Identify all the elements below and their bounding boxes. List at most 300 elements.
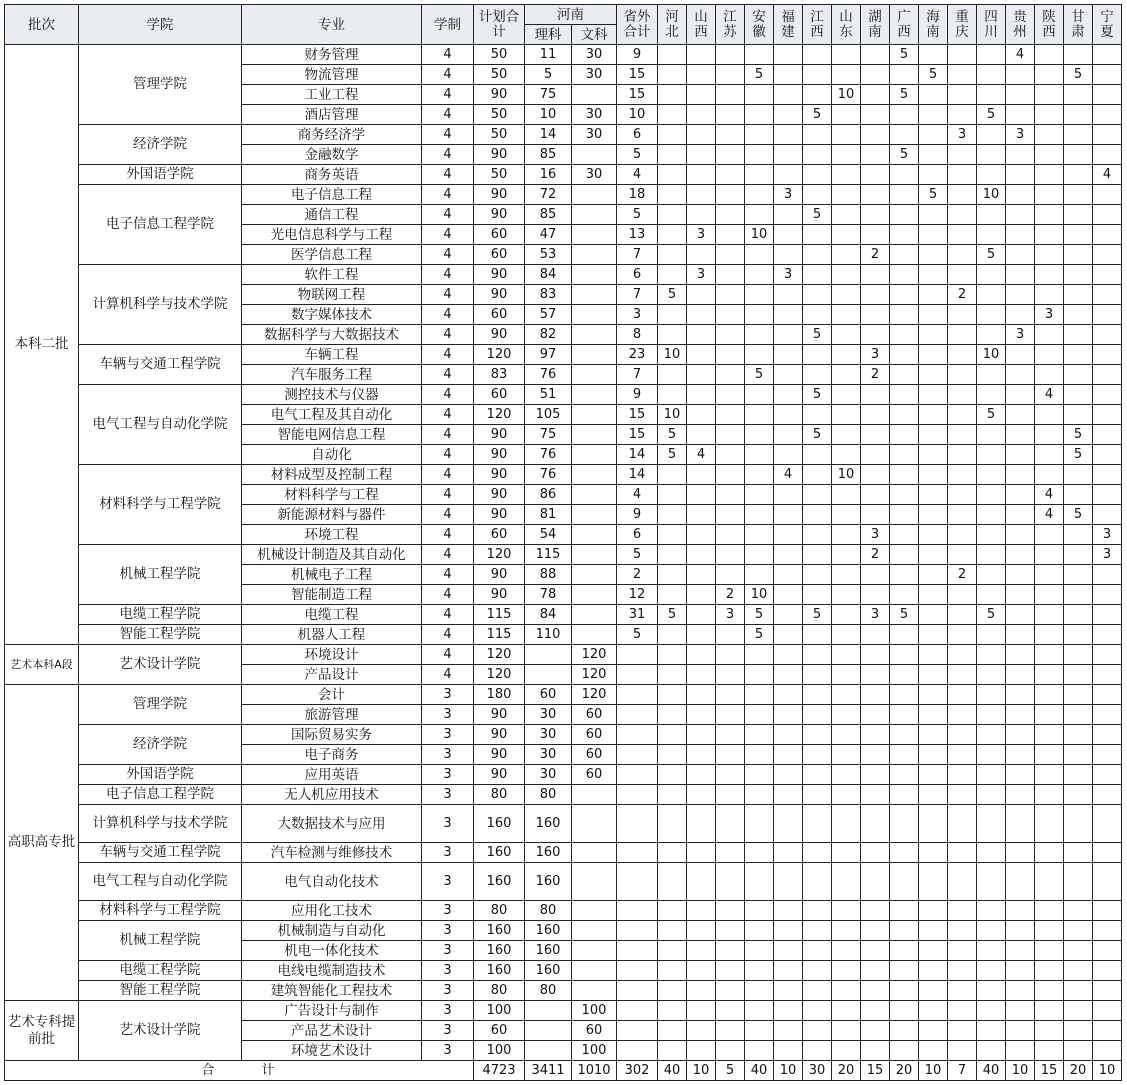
province-cell <box>687 605 716 625</box>
province-cell <box>1093 765 1122 785</box>
province-cell <box>1035 725 1064 745</box>
table-row <box>5 265 1122 285</box>
province-cell <box>1035 585 1064 605</box>
province-cell <box>1035 365 1064 385</box>
outside-total-cell <box>617 785 658 805</box>
province-cell <box>1035 921 1064 941</box>
table-row <box>5 685 1122 705</box>
table-row <box>5 921 1122 941</box>
province-cell <box>832 445 861 465</box>
province-cell <box>832 605 861 625</box>
province-cell <box>1093 45 1122 65</box>
province-cell <box>948 765 977 785</box>
province-cell <box>687 125 716 145</box>
province-cell <box>687 685 716 705</box>
province-cell: 5 <box>1064 445 1093 465</box>
province-cell: 3 <box>1035 305 1064 325</box>
province-cell <box>658 725 687 745</box>
province-cell <box>1064 125 1093 145</box>
major-cell: 环境设计 <box>242 645 422 665</box>
province-cell <box>977 725 1006 745</box>
province-cell <box>1093 625 1122 645</box>
college-cell: 车辆与交通工程学院 <box>79 345 242 385</box>
province-cell <box>861 485 890 505</box>
major-cell: 机电一体化技术 <box>242 941 422 961</box>
henan-arts-cell: 30 <box>572 125 617 145</box>
total-province-cell: 10 <box>919 1061 948 1081</box>
province-cell <box>1006 921 1035 941</box>
henan-arts-cell: 60 <box>572 725 617 745</box>
college-cell: 经济学院 <box>79 125 242 165</box>
major-cell: 电子信息工程 <box>242 185 422 205</box>
province-cell <box>977 565 1006 585</box>
province-cell: 4 <box>1035 385 1064 405</box>
province-cell <box>832 45 861 65</box>
years-cell: 3 <box>422 1041 474 1061</box>
province-cell <box>832 1001 861 1021</box>
table-row <box>5 385 1122 405</box>
province-cell <box>658 185 687 205</box>
province-cell <box>687 901 716 921</box>
province-cell <box>919 445 948 465</box>
province-cell <box>919 325 948 345</box>
major-cell: 机械制造与自动化 <box>242 921 422 941</box>
outside-total-cell: 5 <box>617 205 658 225</box>
province-cell <box>774 765 803 785</box>
province-cell <box>890 225 919 245</box>
table-row <box>5 185 1122 205</box>
province-cell <box>832 385 861 405</box>
total-province-cell: 10 <box>687 1061 716 1081</box>
province-cell <box>1035 665 1064 685</box>
header-province-line1: 贵 <box>1013 8 1027 25</box>
plan-total-cell: 120 <box>474 665 525 685</box>
province-cell <box>745 545 774 565</box>
province-cell <box>890 285 919 305</box>
outside-total-cell <box>617 805 658 843</box>
college-cell: 车辆与交通工程学院 <box>79 843 242 863</box>
plan-total-cell: 90 <box>474 725 525 745</box>
province-cell <box>1035 1001 1064 1021</box>
province-cell <box>977 165 1006 185</box>
province-cell <box>1035 445 1064 465</box>
henan-arts-cell: 30 <box>572 65 617 85</box>
outside-total-cell <box>617 665 658 685</box>
province-cell <box>745 345 774 365</box>
province-cell <box>1093 385 1122 405</box>
header-henan: 河南 <box>525 5 617 25</box>
plan-total-cell: 160 <box>474 961 525 981</box>
province-cell <box>745 425 774 445</box>
henan-science-cell: 83 <box>525 285 572 305</box>
province-cell <box>919 1021 948 1041</box>
province-cell <box>658 105 687 125</box>
province-cell: 10 <box>745 585 774 605</box>
province-cell <box>1093 145 1122 165</box>
header-province-line2: 庆 <box>955 23 969 40</box>
college-cell: 艺术设计学院 <box>79 645 242 685</box>
header-province-line1: 陕 <box>1042 8 1056 25</box>
province-cell: 3 <box>687 225 716 245</box>
province-cell <box>948 665 977 685</box>
outside-total-cell: 6 <box>617 525 658 545</box>
province-cell: 5 <box>745 65 774 85</box>
province-cell: 5 <box>658 425 687 445</box>
college-cell: 管理学院 <box>79 685 242 725</box>
plan-total-cell: 115 <box>474 605 525 625</box>
province-cell <box>687 961 716 981</box>
plan-total-cell: 90 <box>474 285 525 305</box>
table-row <box>5 981 1122 1001</box>
years-cell: 4 <box>422 225 474 245</box>
henan-arts-cell: 60 <box>572 745 617 765</box>
outside-total-cell <box>617 1041 658 1061</box>
province-cell <box>890 105 919 125</box>
province-cell <box>774 605 803 625</box>
plan-total-cell: 115 <box>474 625 525 645</box>
province-cell <box>832 585 861 605</box>
henan-science-cell: 60 <box>525 685 572 705</box>
henan-science-cell: 57 <box>525 305 572 325</box>
province-cell <box>1035 901 1064 921</box>
province-cell <box>1093 705 1122 725</box>
province-cell <box>890 785 919 805</box>
province-cell: 5 <box>745 605 774 625</box>
province-cell <box>803 981 832 1001</box>
province-cell: 4 <box>1035 505 1064 525</box>
college-cell: 机械工程学院 <box>79 921 242 961</box>
province-cell <box>687 105 716 125</box>
header-major: 专业 <box>242 5 422 45</box>
province-cell <box>658 921 687 941</box>
province-cell <box>948 685 977 705</box>
province-cell <box>977 485 1006 505</box>
province-cell <box>774 705 803 725</box>
years-cell: 4 <box>422 665 474 685</box>
province-cell <box>687 1041 716 1061</box>
province-cell <box>1064 785 1093 805</box>
province-cell <box>832 525 861 545</box>
province-cell <box>1035 1021 1064 1041</box>
province-cell <box>745 941 774 961</box>
header-province <box>687 5 716 45</box>
henan-arts-cell <box>572 981 617 1001</box>
province-cell <box>919 941 948 961</box>
years-cell: 4 <box>422 185 474 205</box>
province-cell <box>658 961 687 981</box>
years-cell: 3 <box>422 941 474 961</box>
province-cell: 2 <box>861 245 890 265</box>
henan-science-cell: 110 <box>525 625 572 645</box>
province-cell <box>890 405 919 425</box>
province-cell <box>832 665 861 685</box>
major-cell: 工业工程 <box>242 85 422 105</box>
college-cell: 电缆工程学院 <box>79 961 242 981</box>
province-cell <box>745 981 774 1001</box>
province-cell <box>1093 785 1122 805</box>
outside-total-cell <box>617 961 658 981</box>
province-cell <box>716 165 745 185</box>
province-cell <box>861 705 890 725</box>
years-cell: 3 <box>422 805 474 843</box>
province-cell <box>774 385 803 405</box>
province-cell <box>832 843 861 863</box>
outside-total-cell <box>617 685 658 705</box>
province-cell <box>919 425 948 445</box>
province-cell <box>1093 305 1122 325</box>
province-cell <box>1064 725 1093 745</box>
years-cell: 3 <box>422 961 474 981</box>
province-cell <box>1093 565 1122 585</box>
province-cell <box>1035 105 1064 125</box>
province-cell <box>803 961 832 981</box>
province-cell <box>745 525 774 545</box>
major-cell: 产品设计 <box>242 665 422 685</box>
province-cell <box>803 145 832 165</box>
province-cell: 5 <box>658 445 687 465</box>
province-cell <box>890 685 919 705</box>
henan-science-cell: 72 <box>525 185 572 205</box>
plan-total-cell: 120 <box>474 405 525 425</box>
province-cell <box>861 805 890 843</box>
province-cell <box>861 445 890 465</box>
henan-science-cell: 30 <box>525 705 572 725</box>
province-cell <box>774 425 803 445</box>
province-cell <box>1035 345 1064 365</box>
province-cell <box>948 705 977 725</box>
province-cell <box>1006 485 1035 505</box>
province-cell <box>1035 265 1064 285</box>
province-cell <box>745 1001 774 1021</box>
province-cell <box>948 45 977 65</box>
province-cell <box>1006 65 1035 85</box>
plan-total-cell: 90 <box>474 465 525 485</box>
province-cell <box>977 285 1006 305</box>
province-cell <box>803 1041 832 1061</box>
header-province <box>1093 5 1122 45</box>
henan-arts-cell <box>572 863 617 901</box>
years-cell: 4 <box>422 325 474 345</box>
province-cell <box>919 265 948 285</box>
province-cell <box>861 305 890 325</box>
province-cell <box>890 725 919 745</box>
province-cell <box>919 225 948 245</box>
province-cell: 4 <box>774 465 803 485</box>
province-cell <box>745 265 774 285</box>
batch-cell: 高职高专批 <box>5 685 79 1001</box>
province-cell <box>832 125 861 145</box>
total-province-cell: 40 <box>658 1061 687 1081</box>
province-cell <box>1064 645 1093 665</box>
province-cell <box>832 725 861 745</box>
years-cell: 4 <box>422 365 474 385</box>
henan-arts-cell <box>572 365 617 385</box>
province-cell <box>1093 65 1122 85</box>
plan-total-cell: 90 <box>474 185 525 205</box>
province-cell <box>658 745 687 765</box>
major-cell: 自动化 <box>242 445 422 465</box>
province-cell <box>803 625 832 645</box>
province-cell <box>774 863 803 901</box>
province-cell <box>803 745 832 765</box>
province-cell <box>1035 625 1064 645</box>
total-province-cell: 10 <box>774 1061 803 1081</box>
province-cell <box>977 365 1006 385</box>
province-cell <box>890 585 919 605</box>
header-province-line1: 宁 <box>1100 8 1114 25</box>
province-cell <box>687 465 716 485</box>
province-cell <box>1064 863 1093 901</box>
province-cell <box>1006 1021 1035 1041</box>
province-cell <box>716 305 745 325</box>
province-cell <box>890 665 919 685</box>
province-cell <box>1006 1001 1035 1021</box>
henan-arts-cell <box>572 941 617 961</box>
major-cell: 无人机应用技术 <box>242 785 422 805</box>
province-cell <box>861 981 890 1001</box>
major-cell: 金融数学 <box>242 145 422 165</box>
province-cell <box>861 625 890 645</box>
province-cell <box>1064 85 1093 105</box>
province-cell <box>745 205 774 225</box>
henan-arts-cell <box>572 285 617 305</box>
header-province-line1: 湖 <box>868 8 882 25</box>
province-cell <box>832 765 861 785</box>
province-cell <box>890 545 919 565</box>
province-cell <box>1006 863 1035 901</box>
province-cell <box>687 1001 716 1021</box>
header-province <box>1006 5 1035 45</box>
province-cell <box>1035 425 1064 445</box>
province-cell <box>774 325 803 345</box>
years-cell: 4 <box>422 345 474 365</box>
outside-total-cell <box>617 645 658 665</box>
header-province <box>890 5 919 45</box>
years-cell: 3 <box>422 1001 474 1021</box>
province-cell <box>658 585 687 605</box>
province-cell <box>1006 245 1035 265</box>
province-cell: 5 <box>977 245 1006 265</box>
province-cell <box>1035 185 1064 205</box>
province-cell <box>861 863 890 901</box>
province-cell <box>890 981 919 1001</box>
henan-arts-cell <box>572 565 617 585</box>
province-cell <box>1093 425 1122 445</box>
province-cell <box>861 1021 890 1041</box>
henan-arts-cell <box>572 465 617 485</box>
major-cell: 电线电缆制造技术 <box>242 961 422 981</box>
province-cell <box>919 405 948 425</box>
province-cell <box>774 785 803 805</box>
province-cell <box>658 145 687 165</box>
province-cell <box>832 285 861 305</box>
province-cell <box>832 145 861 165</box>
province-cell <box>832 225 861 245</box>
years-cell: 3 <box>422 745 474 765</box>
province-cell <box>1064 205 1093 225</box>
province-cell <box>890 445 919 465</box>
henan-science-cell: 97 <box>525 345 572 365</box>
province-cell: 2 <box>861 365 890 385</box>
province-cell <box>948 325 977 345</box>
major-cell: 材料科学与工程 <box>242 485 422 505</box>
province-cell <box>948 65 977 85</box>
province-cell <box>977 705 1006 725</box>
table-row <box>5 125 1122 145</box>
province-cell <box>919 545 948 565</box>
table-row <box>5 805 1122 843</box>
province-cell: 2 <box>948 285 977 305</box>
province-cell <box>803 485 832 505</box>
province-cell <box>1064 685 1093 705</box>
province-cell: 5 <box>919 65 948 85</box>
henan-science-cell: 51 <box>525 385 572 405</box>
henan-science-cell: 84 <box>525 265 572 285</box>
years-cell: 4 <box>422 205 474 225</box>
plan-total-cell: 120 <box>474 345 525 365</box>
table-row <box>5 725 1122 745</box>
province-cell <box>861 385 890 405</box>
outside-total-cell: 15 <box>617 65 658 85</box>
province-cell: 5 <box>1064 505 1093 525</box>
province-cell <box>948 981 977 1001</box>
province-cell <box>1064 105 1093 125</box>
table-row <box>5 45 1122 65</box>
province-cell: 5 <box>803 325 832 345</box>
enrollment-plan-table <box>4 4 1122 1081</box>
province-cell <box>745 405 774 425</box>
province-cell <box>1006 145 1035 165</box>
province-cell <box>832 205 861 225</box>
province-cell: 10 <box>745 225 774 245</box>
province-cell <box>1093 725 1122 745</box>
province-cell <box>658 165 687 185</box>
province-cell <box>658 545 687 565</box>
province-cell <box>832 165 861 185</box>
province-cell <box>1093 85 1122 105</box>
province-cell <box>832 1021 861 1041</box>
province-cell <box>687 765 716 785</box>
province-cell <box>832 545 861 565</box>
henan-science-cell: 5 <box>525 65 572 85</box>
henan-science-cell <box>525 665 572 685</box>
henan-science-cell: 14 <box>525 125 572 145</box>
province-cell: 2 <box>861 545 890 565</box>
province-cell <box>658 485 687 505</box>
province-cell <box>890 1001 919 1021</box>
henan-arts-cell <box>572 185 617 205</box>
years-cell: 4 <box>422 385 474 405</box>
province-cell <box>716 285 745 305</box>
province-cell <box>948 605 977 625</box>
henan-science-cell: 11 <box>525 45 572 65</box>
province-cell: 2 <box>716 585 745 605</box>
province-cell <box>774 45 803 65</box>
province-cell <box>716 941 745 961</box>
province-cell <box>919 285 948 305</box>
province-cell <box>890 485 919 505</box>
province-cell <box>890 385 919 405</box>
province-cell <box>1064 1001 1093 1021</box>
province-cell <box>890 165 919 185</box>
province-cell <box>948 805 977 843</box>
province-cell <box>716 385 745 405</box>
province-cell <box>803 65 832 85</box>
province-cell <box>890 765 919 785</box>
province-cell <box>1093 1001 1122 1021</box>
province-cell <box>890 245 919 265</box>
province-cell <box>861 225 890 245</box>
